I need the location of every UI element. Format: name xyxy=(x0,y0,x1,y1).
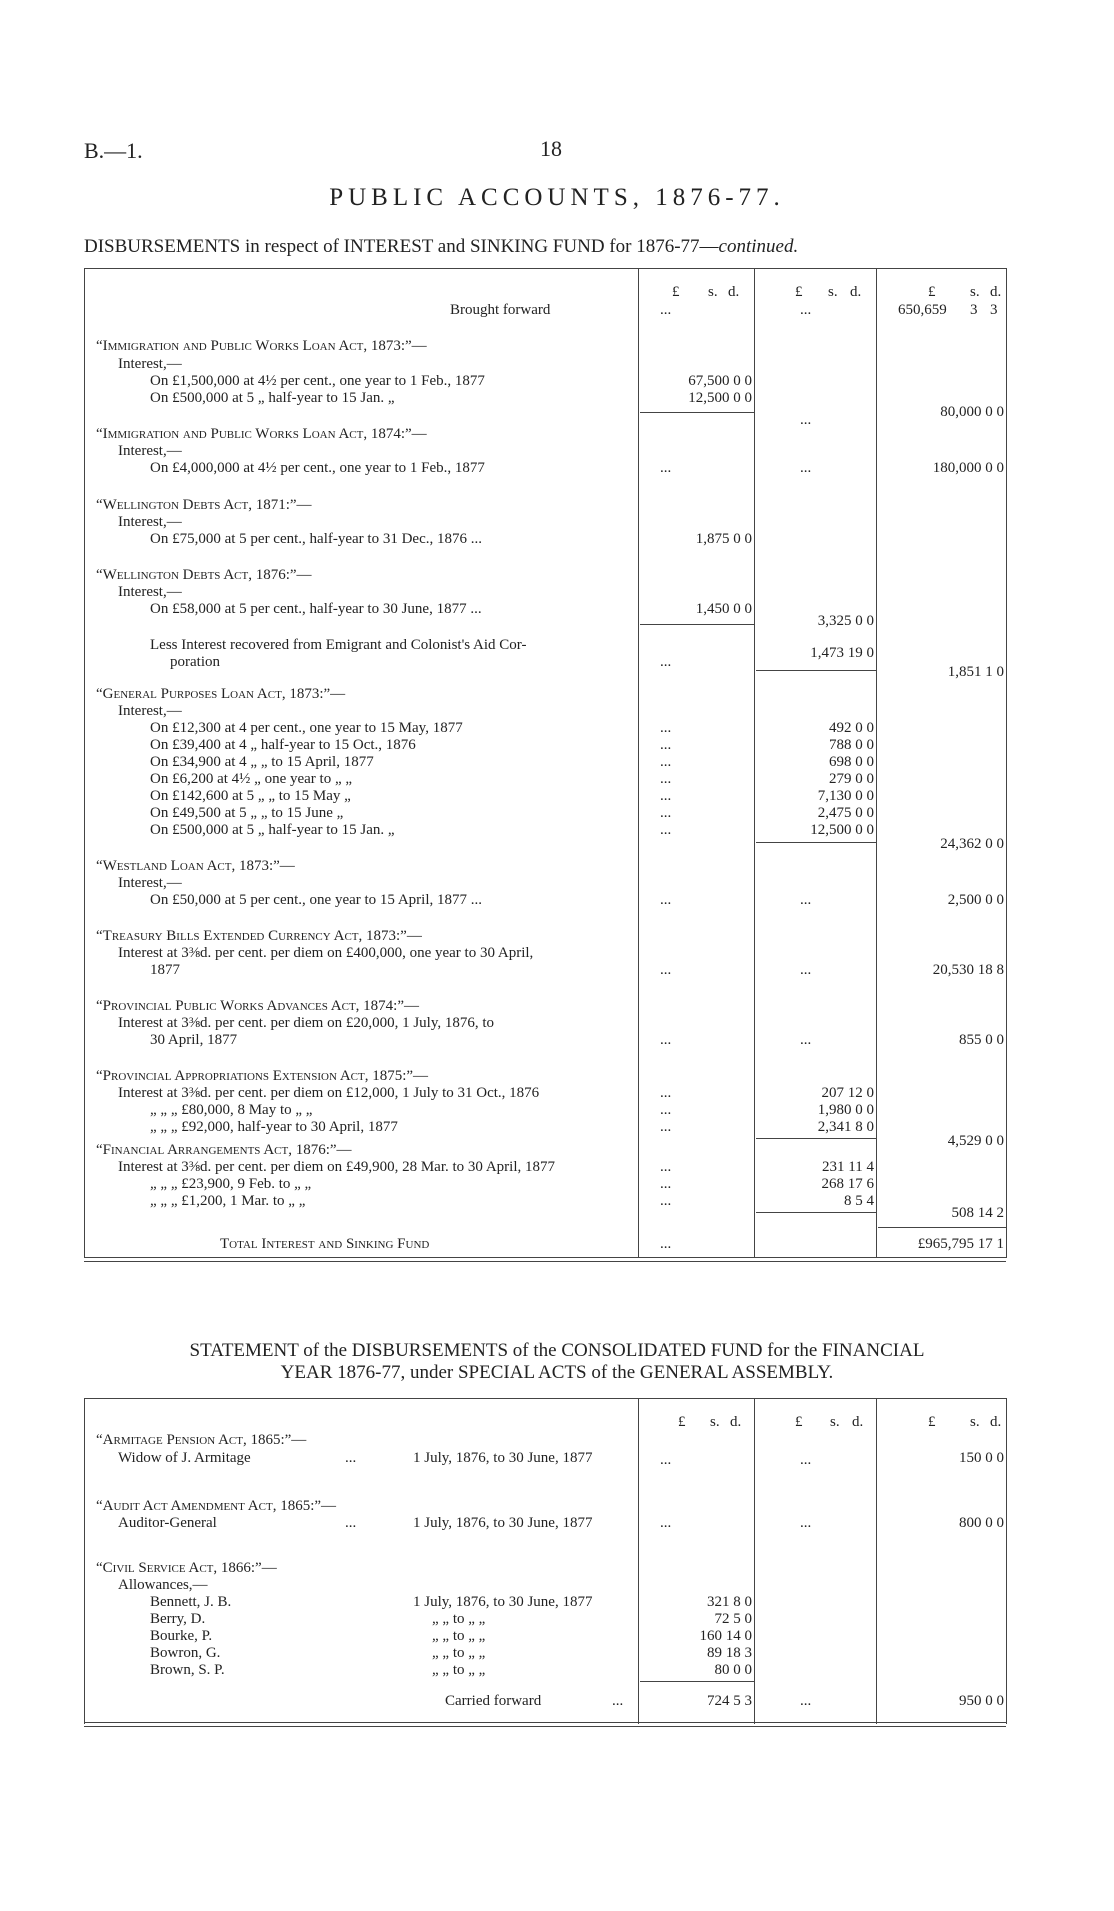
table-left-border xyxy=(84,268,85,1258)
act-total: 24,362 0 0 xyxy=(940,836,1004,852)
entry-value: 1,980 0 0 xyxy=(817,1102,874,1118)
brought-forward-label: Brought forward xyxy=(450,302,551,318)
entry-text: On £75,000 at 5 per cent., half-year to 31 Dec., 1876 ... xyxy=(150,531,482,547)
less-value: 1,473 19 0 xyxy=(810,645,874,661)
act-armitage-pension-1865: “Armitage Pension Act, 1865:”— xyxy=(96,1432,307,1448)
entry-text: „ „ „ £92,000, half-year to 30 April, 1877 xyxy=(150,1119,398,1135)
entry-value: 279 0 0 xyxy=(829,771,874,787)
col1-empty: ... xyxy=(660,962,672,978)
col2-d-head: d. xyxy=(850,284,862,300)
act-provincial-works-1874: “Provincial Public Works Advances Act, 1874:”— xyxy=(96,998,419,1014)
act-immigration-1873: “Immigration and Public Works Loan Act, 1873:”— xyxy=(96,338,427,354)
grand-total: £965,795 17 1 xyxy=(917,1236,1004,1252)
interest-label: Interest,— xyxy=(118,703,182,719)
entry-text: On £58,000 at 5 per cent., half-year to 30 June, 1877 ... xyxy=(150,601,482,617)
interest-label: Interest,— xyxy=(118,875,182,891)
bf-col2: ... xyxy=(800,302,812,318)
act-total: 80,000 0 0 xyxy=(940,404,1004,420)
col1-empty: ... xyxy=(660,1176,672,1192)
col-empty: ... xyxy=(612,1693,624,1709)
entry-value: 231 11 4 xyxy=(822,1159,874,1175)
col2-s-head: s. xyxy=(830,1414,840,1430)
allowances-label: Allowances,— xyxy=(118,1577,208,1593)
col3-divider xyxy=(876,1398,877,1724)
entry-text: On £1,500,000 at 4½ per cent., one year to 1 Feb., 1877 xyxy=(150,373,485,389)
col1-empty: ... xyxy=(660,1515,672,1531)
entry-text: On £34,900 at 4 „ „ to 15 April, 1877 xyxy=(150,754,374,770)
entry-value: 72 5 0 xyxy=(714,1611,752,1627)
col3-d-head: d. xyxy=(990,284,1002,300)
subtotal-rule xyxy=(640,1681,754,1682)
col1-empty: ... xyxy=(660,654,672,670)
col2-d-head: d. xyxy=(852,1414,864,1430)
subtotal-rule xyxy=(756,1212,876,1213)
payee: Auditor-General xyxy=(118,1515,217,1531)
col3-divider xyxy=(876,268,877,1258)
entry-value: 1,875 0 0 xyxy=(695,531,752,547)
col1-empty: ... xyxy=(660,805,672,821)
col1-empty: ... xyxy=(660,788,672,804)
less-text: Less Interest recovered from Emigrant and Colonist's Aid Cor- xyxy=(150,637,527,653)
period: 1 July, 1876, to 30 June, 1877 xyxy=(413,1515,593,1531)
act-provincial-appropriations-1875: “Provincial Appropriations Extension Act, 1875:”— xyxy=(96,1068,429,1084)
interest-label: Interest,— xyxy=(118,584,182,600)
col1-s-head: s. xyxy=(710,1414,720,1430)
subtotal-rule xyxy=(640,624,754,625)
act-total: 508 14 2 xyxy=(951,1205,1004,1221)
entry-text: Interest at 3⅜d. per cent. per diem on £400,000, one year to 30 April, xyxy=(118,945,534,961)
col2-empty: ... xyxy=(800,1452,812,1468)
col2-empty: ... xyxy=(800,1032,812,1048)
entry-text: Interest at 3⅜d. per cent. per diem on £20,000, 1 July, 1876, to xyxy=(118,1015,495,1031)
col1-s-head: s. xyxy=(708,284,718,300)
act-westland-1873: “Westland Loan Act, 1873:”— xyxy=(96,858,295,874)
col2-empty: ... xyxy=(800,1693,812,1709)
entry-value: 12,500 0 0 xyxy=(810,822,874,838)
entry-value: 698 0 0 xyxy=(829,754,874,770)
act-total: 1,851 1 0 xyxy=(947,664,1004,680)
table-top-rule xyxy=(84,1398,1006,1399)
act-civil-service-1866: “Civil Service Act, 1866:”— xyxy=(96,1560,277,1576)
entry-text: On £142,600 at 5 „ „ to 15 May „ xyxy=(150,788,351,804)
act-total: 2,500 0 0 xyxy=(947,892,1004,908)
page-title: PUBLIC ACCOUNTS, 1876-77. xyxy=(329,184,785,211)
col1-d-head: d. xyxy=(730,1414,742,1430)
document-code: B.—1. xyxy=(84,138,143,163)
entry-text: On £39,400 at 4 „ half-year to 15 Oct., 1876 xyxy=(150,737,416,753)
col1-empty: ... xyxy=(660,1452,672,1468)
entry-value: 160 14 0 xyxy=(699,1628,752,1644)
subtotal-rule xyxy=(640,412,754,413)
entry-value: 268 17 6 xyxy=(821,1176,874,1192)
payee: Brown, S. P. xyxy=(150,1662,225,1678)
col2-empty: ... xyxy=(800,1515,812,1531)
col2-s-head: s. xyxy=(828,284,838,300)
table-bottom-rule xyxy=(84,1722,1006,1727)
act-total: 4,529 0 0 xyxy=(947,1133,1004,1149)
entry-value: 788 0 0 xyxy=(829,737,874,753)
carried-forward-value: 724 5 3 xyxy=(707,1693,752,1709)
period: „ „ to „ „ xyxy=(432,1628,486,1644)
subtotal-value: 3,325 0 0 xyxy=(817,613,874,629)
act-immigration-1874: “Immigration and Public Works Loan Act, 1874:”— xyxy=(96,426,427,442)
subtotal-rule xyxy=(756,670,876,671)
entry-value: 2,475 0 0 xyxy=(817,805,874,821)
act-audit-amendment-1865: “Audit Act Amendment Act, 1865:”— xyxy=(96,1498,337,1514)
payee: Widow of J. Armitage xyxy=(118,1450,251,1466)
col3-s-head: s. xyxy=(970,284,980,300)
table-left-border xyxy=(84,1398,85,1724)
col1-empty: ... xyxy=(660,1159,672,1175)
entry-value: 2,341 8 0 xyxy=(817,1119,874,1135)
total-label: Total Interest and Sinking Fund xyxy=(220,1236,430,1252)
col2-pound-head: £ xyxy=(795,1414,803,1430)
col1-divider xyxy=(638,268,639,1258)
bf-col1: ... xyxy=(660,302,672,318)
statement-heading-line1: STATEMENT of the DISBURSEMENTS of the CONSOLIDATED FUND for the FINANCIAL xyxy=(189,1340,925,1361)
col2-divider xyxy=(754,1398,755,1724)
entry-value: 12,500 0 0 xyxy=(688,390,752,406)
payee: Berry, D. xyxy=(150,1611,206,1627)
col1-empty: ... xyxy=(660,822,672,838)
col1-empty: ... xyxy=(660,771,672,787)
subtotal-rule xyxy=(756,842,876,843)
table-right-border xyxy=(1006,1398,1007,1724)
table-bottom-rule xyxy=(84,1257,1006,1262)
col1-empty: ... xyxy=(660,1119,672,1135)
act-wellington-1871: “Wellington Debts Act, 1871:”— xyxy=(96,497,312,513)
entry-value: 1,450 0 0 xyxy=(695,601,752,617)
act-total: 855 0 0 xyxy=(959,1032,1004,1048)
col1-d-head: d. xyxy=(728,284,740,300)
entry-text: 30 April, 1877 xyxy=(150,1032,238,1048)
act-treasury-bills-1873: “Treasury Bills Extended Currency Act, 1873:”— xyxy=(96,928,422,944)
col1-empty: ... xyxy=(660,754,672,770)
col3-s-head: s. xyxy=(970,1414,980,1430)
col1-pound-head: £ xyxy=(678,1414,686,1430)
carried-forward-label: Carried forward xyxy=(445,1693,542,1709)
col1-empty: ... xyxy=(660,460,672,476)
subtotal-rule xyxy=(756,1138,876,1139)
act-wellington-1876: “Wellington Debts Act, 1876:”— xyxy=(96,567,312,583)
payee: Bowron, G. xyxy=(150,1645,221,1661)
col1-empty: ... xyxy=(660,1085,672,1101)
col1-pound-head: £ xyxy=(672,284,680,300)
period: 1 July, 1876, to 30 June, 1877 xyxy=(413,1450,593,1466)
statement-heading-line2: YEAR 1876-77, under SPECIAL ACTS of the GENERAL ASSEMBLY. xyxy=(280,1362,834,1383)
act-total: 800 0 0 xyxy=(959,1515,1004,1531)
col3-pound-head: £ xyxy=(928,284,936,300)
period: „ „ to „ „ xyxy=(432,1611,486,1627)
table-top-rule xyxy=(84,268,1006,269)
bf-total: 650,659 xyxy=(898,302,947,318)
interest-label: Interest,— xyxy=(118,443,182,459)
entry-text: Interest at 3⅜d. per cent. per diem on £12,000, 1 July to 31 Oct., 1876 xyxy=(118,1085,540,1101)
bf-total-s: 3 xyxy=(970,302,978,318)
payee: Bourke, P. xyxy=(150,1628,213,1644)
col2-empty: ... xyxy=(800,962,812,978)
act-general-purposes-1873: “General Purposes Loan Act, 1873:”— xyxy=(96,686,346,702)
entry-text: On £500,000 at 5 „ half-year to 15 Jan. „ xyxy=(150,822,395,838)
page-number: 18 xyxy=(540,136,562,161)
entry-value: 321 8 0 xyxy=(707,1594,752,1610)
period: „ „ to „ „ xyxy=(432,1662,486,1678)
entry-value: 80 0 0 xyxy=(714,1662,752,1678)
table-subtitle xyxy=(84,236,798,258)
entry-value: 492 0 0 xyxy=(829,720,874,736)
entry-text: 1877 xyxy=(150,962,180,978)
table-right-border xyxy=(1006,268,1007,1258)
entry-text: On £50,000 at 5 per cent., one year to 15 April, 1877 ... xyxy=(150,892,483,908)
col1-empty: ... xyxy=(660,1102,672,1118)
entry-text: On £4,000,000 at 4½ per cent., one year to 1 Feb., 1877 xyxy=(150,460,485,476)
entry-value: 89 18 3 xyxy=(707,1645,752,1661)
act-total: 150 0 0 xyxy=(959,1450,1004,1466)
entry-text: On £500,000 at 5 „ half-year to 15 Jan. „ xyxy=(150,390,395,406)
subtitle-continued: continued. xyxy=(718,236,799,257)
entry-text: Interest at 3⅜d. per cent. per diem on £49,900, 28 Mar. to 30 April, 1877 xyxy=(118,1159,555,1175)
entry-value: 8 5 4 xyxy=(844,1193,874,1209)
act-total: 180,000 0 0 xyxy=(932,460,1004,476)
act-total: 20,530 18 8 xyxy=(932,962,1004,978)
period: „ „ to „ „ xyxy=(432,1645,486,1661)
entry-text: On £12,300 at 4 per cent., one year to 15 May, 1877 xyxy=(150,720,463,736)
col2-pound-head: £ xyxy=(795,284,803,300)
grand-total-rule xyxy=(878,1227,1006,1228)
col1-empty: ... xyxy=(660,737,672,753)
col1-empty: ... xyxy=(660,1193,672,1209)
interest-label: Interest,— xyxy=(118,514,182,530)
col-empty: ... xyxy=(345,1515,357,1531)
entry-text: On £6,200 at 4½ „ one year to „ „ xyxy=(150,771,353,787)
payee: Bennett, J. B. xyxy=(150,1594,232,1610)
col2-divider xyxy=(754,268,755,1258)
entry-value: 207 12 0 xyxy=(821,1085,874,1101)
entry-text: „ „ „ £1,200, 1 Mar. to „ „ xyxy=(150,1193,306,1209)
subtitle-main: DISBURSEMENTS in respect of INTEREST and SINKING FUND for 1876-77— xyxy=(84,236,719,257)
col-empty: ... xyxy=(345,1450,357,1466)
col1-empty: ... xyxy=(660,1032,672,1048)
interest-label: Interest,— xyxy=(118,356,182,372)
entry-text: „ „ „ £80,000, 8 May to „ „ xyxy=(150,1102,313,1118)
col1-empty: ... xyxy=(660,1236,672,1252)
col2-empty: ... xyxy=(800,412,812,428)
carried-forward-total: 950 0 0 xyxy=(959,1693,1004,1709)
col2-empty: ... xyxy=(800,892,812,908)
col2-empty: ... xyxy=(800,460,812,476)
entry-value: 67,500 0 0 xyxy=(688,373,752,389)
bf-total-d: 3 xyxy=(990,302,998,318)
entry-text: „ „ „ £23,900, 9 Feb. to „ „ xyxy=(150,1176,312,1192)
period: 1 July, 1876, to 30 June, 1877 xyxy=(413,1594,593,1610)
entry-value: 7,130 0 0 xyxy=(817,788,874,804)
less-text: poration xyxy=(170,654,220,670)
col1-empty: ... xyxy=(660,720,672,736)
col1-divider xyxy=(638,1398,639,1724)
col3-pound-head: £ xyxy=(928,1414,936,1430)
col1-empty: ... xyxy=(660,892,672,908)
entry-text: On £49,500 at 5 „ „ to 15 June „ xyxy=(150,805,344,821)
col3-d-head: d. xyxy=(990,1414,1002,1430)
act-financial-arrangements-1876: “Financial Arrangements Act, 1876:”— xyxy=(96,1142,352,1158)
